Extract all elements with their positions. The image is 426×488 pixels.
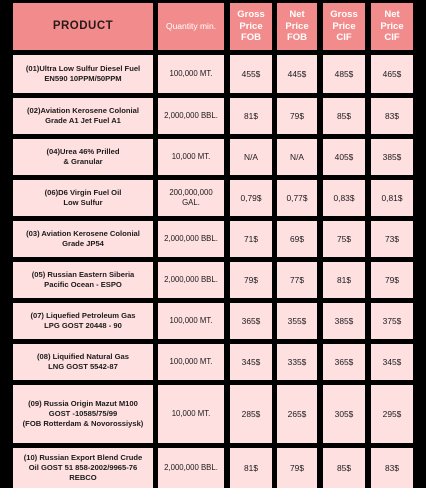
product-cell: (06)D6 Virgin Fuel Oil Low Sulfur — [13, 180, 153, 216]
header-gross-fob: Gross Price FOB — [230, 3, 272, 50]
net-fob-cell: 355$ — [277, 303, 317, 339]
net-cif-cell: 385$ — [371, 139, 413, 175]
net-cif-cell: 295$ — [371, 385, 413, 443]
net-fob-cell: 77$ — [277, 262, 317, 298]
gross-fob-cell: 285$ — [230, 385, 272, 443]
gross-cif-cell: 85$ — [323, 98, 365, 134]
product-cell: (04)Urea 46% Prilled & Granular — [13, 139, 153, 175]
net-cif-cell: 375$ — [371, 303, 413, 339]
gross-cif-cell: 0,83$ — [323, 180, 365, 216]
gross-fob-cell: 81$ — [230, 448, 272, 488]
product-cell: (05) Russian Eastern Siberia Pacific Ocean - ESPO — [13, 262, 153, 298]
header-net-fob: Net Price FOB — [277, 3, 317, 50]
gross-fob-cell: 79$ — [230, 262, 272, 298]
net-cif-cell: 345$ — [371, 344, 413, 380]
gross-fob-cell: 455$ — [230, 55, 272, 93]
header-gross-cif: Gross Price CIF — [323, 3, 365, 50]
quantity-cell: 100,000 MT. — [158, 303, 224, 339]
gross-cif-cell: 85$ — [323, 448, 365, 488]
net-fob-cell: 79$ — [277, 98, 317, 134]
gross-fob-cell: 345$ — [230, 344, 272, 380]
product-cell: (01)Ultra Low Sulfur Diesel Fuel EN590 10PPM/50PPM — [13, 55, 153, 93]
header-product: PRODUCT — [13, 3, 153, 50]
quantity-cell: 2,000,000 BBL. — [158, 221, 224, 257]
net-cif-cell: 79$ — [371, 262, 413, 298]
gross-cif-cell: 485$ — [323, 55, 365, 93]
quantity-cell: 100,000 MT. — [158, 344, 224, 380]
net-cif-cell: 83$ — [371, 98, 413, 134]
net-fob-cell: N/A — [277, 139, 317, 175]
quantity-cell: 2,000,000 BBL. — [158, 98, 224, 134]
net-cif-cell: 0,81$ — [371, 180, 413, 216]
gross-cif-cell: 81$ — [323, 262, 365, 298]
header-net-cif: Net Price CIF — [371, 3, 413, 50]
quantity-cell: 2,000,000 BBL. — [158, 448, 224, 488]
gross-cif-cell: 365$ — [323, 344, 365, 380]
quantity-cell: 200,000,000 GAL. — [158, 180, 224, 216]
net-fob-cell: 335$ — [277, 344, 317, 380]
net-fob-cell: 79$ — [277, 448, 317, 488]
net-fob-cell: 0,77$ — [277, 180, 317, 216]
gross-fob-cell: 81$ — [230, 98, 272, 134]
gross-fob-cell: 365$ — [230, 303, 272, 339]
header-quantity: Quantity min. — [158, 3, 224, 50]
quantity-cell: 100,000 MT. — [158, 55, 224, 93]
net-fob-cell: 445$ — [277, 55, 317, 93]
gross-fob-cell: 0,79$ — [230, 180, 272, 216]
gross-cif-cell: 75$ — [323, 221, 365, 257]
net-cif-cell: 465$ — [371, 55, 413, 93]
product-cell: (10) Russian Export Blend Crude Oil GOST 51 858-2002/9965-76 REBCO — [13, 448, 153, 488]
quantity-cell: 2,000,000 BBL. — [158, 262, 224, 298]
gross-cif-cell: 385$ — [323, 303, 365, 339]
net-fob-cell: 265$ — [277, 385, 317, 443]
quantity-cell: 10,000 MT. — [158, 139, 224, 175]
product-cell: (08) Liquified Natural Gas LNG GOST 5542-87 — [13, 344, 153, 380]
net-cif-cell: 73$ — [371, 221, 413, 257]
gross-cif-cell: 305$ — [323, 385, 365, 443]
product-cell: (03) Aviation Kerosene Colonial Grade JP54 — [13, 221, 153, 257]
quantity-cell: 10,000 MT. — [158, 385, 224, 443]
net-fob-cell: 69$ — [277, 221, 317, 257]
gross-cif-cell: 405$ — [323, 139, 365, 175]
product-cell: (09) Russia Origin Mazut M100 GOST -10585/75/99 (FOB Rotterdam & Novorossiysk) — [13, 385, 153, 443]
net-cif-cell: 83$ — [371, 448, 413, 488]
product-cell: (02)Aviation Kerosene Colonial Grade A1 Jet Fuel A1 — [13, 98, 153, 134]
gross-fob-cell: N/A — [230, 139, 272, 175]
product-cell: (07) Liquefied Petroleum Gas LPG GOST 20448 - 90 — [13, 303, 153, 339]
gross-fob-cell: 71$ — [230, 221, 272, 257]
